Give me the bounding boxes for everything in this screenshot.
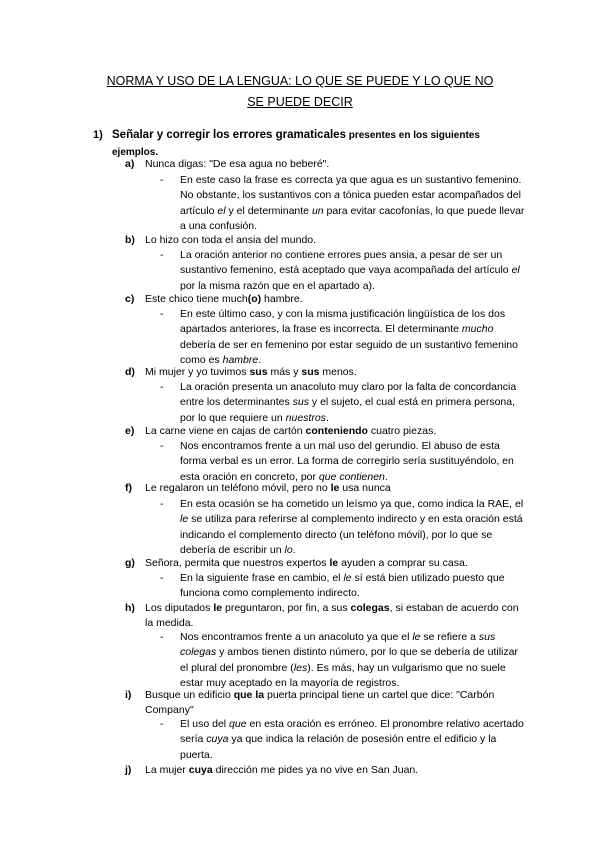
dash-bullet: - [160,381,164,393]
example-sentence: Le regalaron un teléfono móvil, pero no le usa nunca [145,482,391,494]
example-d [125,365,525,380]
example-sentence: Busque un edificio que la puerta principal tiene un cartel que dice: "Carbón Company" [145,689,495,716]
explanation-c [160,307,528,368]
dash-bullet: - [160,249,164,261]
explanation-d [160,380,528,426]
dash-bullet: - [160,498,164,510]
example-letter: c) [125,293,135,305]
explanation-h [160,630,528,691]
example-sentence: Este chico tiene much(o) hambre. [145,293,303,305]
explanation-b [160,248,528,294]
explanation-text: Nos encontramos frente a un mal uso del gerundio. El abuso de esta forma verbal es un error. La forma de corregirlo sería sustituyéndolo, en esta oración en concreto, por que contienen. [180,440,514,483]
explanation-text: En este último caso, y con la misma justificación lingüística de los dos apartados anteriores, la frase es incorrecta. El determinante mucho debería de ser en femenino por estar seguido de un sustantivo femenino como es hambre. [180,308,518,366]
dash-bullet: - [160,308,164,320]
title-line-2: SE PUEDE DECIR [247,95,353,109]
explanation-text: Nos encontramos frente a un anacoluto ya que el le se refiere a sus colegas y ambos tienen distinto número, por lo que se debería de utilizar el plural del pronombre (les). Es más, hay un vulgarismo que no suele estar muy aceptado en la mayoría de registros. [180,631,518,689]
explanation-a [160,173,528,234]
explanation-text: La oración anterior no contiene errores pues ansia, a pesar de ser un sustantivo femenino, está aceptado que vaya acompañada del artículo el por la misma razón que en el apartado a). [180,249,520,292]
question-1 [93,127,513,161]
dash-bullet: - [160,572,164,584]
example-letter: h) [125,602,135,614]
explanation-g [160,571,528,602]
page-title [60,71,540,113]
explanation-i [160,717,528,763]
example-letter: d) [125,366,135,378]
example-e [125,424,525,439]
example-sentence: Los diputados le preguntaron, por fin, a sus colegas, si estaban de acuerdo con la medida. [145,602,519,629]
example-sentence: Señora, permita que nuestros expertos le ayuden a comprar su casa. [145,557,468,569]
example-i [125,688,525,718]
dash-bullet: - [160,174,164,186]
example-c [125,292,525,307]
explanation-text: En esta ocasión se ha cometido un leísmo ya que, como indica la RAE, el le se utiliza para referirse al complemento indirecto y en esta oración está indicando el complemento directo (un teléfono móvil), por lo que se debería de escribir un lo. [180,498,524,556]
example-letter: i) [125,689,132,701]
example-letter: a) [125,158,135,170]
explanation-text: La oración presenta un anacoluto muy claro por la falta de concordancia entre los determinantes sus y el sujeto, el cual está en primera persona, por lo que requiere un nuestros. [180,381,517,424]
example-letter: f) [125,482,132,494]
dash-bullet: - [160,631,164,643]
example-sentence: Lo hizo con toda el ansia del mundo. [145,234,317,246]
explanation-e [160,439,528,485]
dash-bullet: - [160,440,164,452]
example-a [125,157,525,172]
example-sentence: La mujer cuya dirección me pides ya no vive en San Juan. [145,764,419,776]
example-b [125,233,525,248]
question-number: 1) [93,129,103,141]
title-line-1: NORMA Y USO DE LA LENGUA: LO QUE SE PUEDE Y LO QUE NO [106,74,494,88]
explanation-text: En la siguiente frase en cambio, el le sí está bien utilizado puesto que funciona como complemento indirecto. [180,572,505,600]
question-text: Señalar y corregir los errores gramaticales presentes en los siguientes ejemplos. [112,129,480,158]
example-h [125,601,525,631]
dash-bullet: - [160,718,164,730]
explanation-text: El uso del que en esta oración es erróneo. El pronombre relativo acertado sería cuya ya que indica la relación de posesión entre el edificio y la puerta. [180,718,524,761]
explanation-text: En este caso la frase es correcta ya que agua es un sustantivo femenino. No obstante, los sustantivos con a tónica pueden estar acompañados del artículo el y el determinante un para evitar cacofonías, lo que puede llevar a una confusión. [180,174,525,232]
example-letter: g) [125,557,135,569]
example-sentence: Nunca digas: "De esa agua no beberé". [145,158,330,170]
example-letter: e) [125,425,135,437]
example-sentence: La carne viene en cajas de cartón conteniendo cuatro piezas. [145,425,437,437]
example-f [125,481,525,496]
example-sentence: Mi mujer y yo tuvimos sus más y sus menos. [145,366,357,378]
example-letter: j) [125,764,132,776]
explanation-f [160,497,528,558]
example-g [125,556,525,571]
example-letter: b) [125,234,135,246]
example-j [125,763,525,778]
